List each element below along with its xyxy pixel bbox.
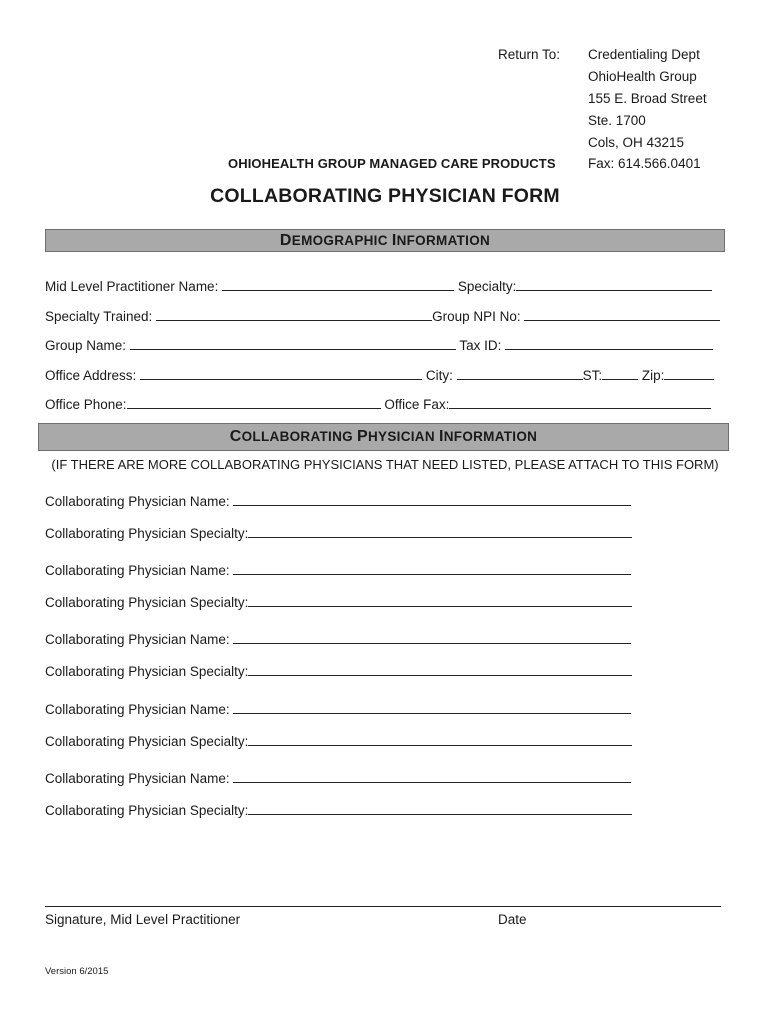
mlp-name-field[interactable] [222,277,454,291]
collab-name-field-3[interactable] [233,630,631,644]
date-label: Date [498,912,527,927]
collab-specialty-label: Collaborating Physician Specialty: [45,734,249,749]
tax-id-label: Tax ID: [459,338,502,353]
form-title: COLLABORATING PHYSICIAN FORM [210,185,560,207]
collab-name-row-5 [45,769,631,786]
collab-specialty-label: Collaborating Physician Specialty: [45,803,249,818]
collab-specialty-row-3 [45,662,632,679]
mlp-name-label: Mid Level Practitioner Name: [45,279,219,294]
collab-name-label: Collaborating Physician Name: [45,632,230,647]
office-address-field[interactable] [140,366,422,380]
collab-name-row-4 [45,700,631,717]
address-line-org: OhioHealth Group [588,69,697,84]
collab-name-row-2 [45,561,631,578]
collab-name-label: Collaborating Physician Name: [45,702,230,717]
collaborating-note: (IF THERE ARE MORE COLLABORATING PHYSICIANS THAT NEED LISTED, PLEASE ATTACH TO THIS FORM) [51,457,719,472]
specialty-label: Specialty: [457,279,517,294]
collab-specialty-label: Collaborating Physician Specialty: [45,595,249,610]
city-label: City: [425,368,453,383]
collab-specialty-field-4[interactable] [248,732,632,746]
return-to-label: Return To: [498,47,561,62]
office-phone-label: Office Phone: [45,397,127,412]
collab-specialty-row-2 [45,593,632,610]
st-field[interactable] [602,366,638,380]
products-label: OHIOHEALTH GROUP MANAGED CARE PRODUCTS [228,156,556,171]
tax-id-field[interactable] [505,336,713,350]
collab-specialty-label: Collaborating Physician Specialty: [45,526,249,541]
group-name-field[interactable] [130,336,456,350]
address-line-city: Cols, OH 43215 [588,135,685,150]
zip-label: Zip: [641,368,665,383]
collab-name-field-4[interactable] [233,700,631,714]
specialty-field[interactable] [516,277,712,291]
signature-label: Signature, Mid Level Practitioner [45,912,241,927]
demographic-row-5 [45,395,711,412]
demographic-section-heading: DEMOGRAPHIC INFORMATION [45,229,725,252]
collab-specialty-field-5[interactable] [248,801,632,815]
collab-name-label: Collaborating Physician Name: [45,563,230,578]
collab-specialty-label: Collaborating Physician Specialty: [45,664,249,679]
collab-specialty-row-1 [45,524,632,541]
collab-specialty-row-4 [45,732,632,749]
collab-specialty-field-1[interactable] [248,524,632,538]
demographic-row-4 [45,366,714,383]
office-phone-field[interactable] [127,395,381,409]
office-fax-label: Office Fax: [384,397,450,412]
collab-name-label: Collaborating Physician Name: [45,771,230,786]
collaborating-section-heading: COLLABORATING PHYSICIAN INFORMATION [38,423,729,451]
address-line-fax: Fax: 614.566.0401 [588,156,701,171]
group-npi-label: Group NPI No: [432,309,521,324]
collab-name-row-3 [45,630,631,647]
group-name-label: Group Name: [45,338,127,353]
st-label: ST: [582,368,603,383]
collab-specialty-field-2[interactable] [248,593,632,607]
collab-name-field-5[interactable] [233,769,631,783]
demographic-row-3 [45,336,713,353]
address-line-street: 155 E. Broad Street [588,91,707,106]
zip-field[interactable] [664,366,714,380]
collab-specialty-row-5 [45,801,632,818]
signature-line[interactable] [45,906,721,907]
version-label: Version 6/2015 [45,966,109,977]
specialty-trained-field[interactable] [156,307,432,321]
address-line-dept: Credentialing Dept [588,47,700,62]
address-line-suite: Ste. 1700 [588,113,646,128]
collab-name-field-1[interactable] [233,492,631,506]
demographic-row-2 [45,307,720,324]
collab-specialty-field-3[interactable] [248,662,632,676]
collab-name-row-1 [45,492,631,509]
city-field[interactable] [457,366,583,380]
collab-name-label: Collaborating Physician Name: [45,494,230,509]
group-npi-field[interactable] [524,307,720,321]
office-fax-field[interactable] [449,395,711,409]
specialty-trained-label: Specialty Trained: [45,309,153,324]
collab-name-field-2[interactable] [233,561,631,575]
office-address-label: Office Address: [45,368,137,383]
demographic-row-1 [45,277,712,294]
